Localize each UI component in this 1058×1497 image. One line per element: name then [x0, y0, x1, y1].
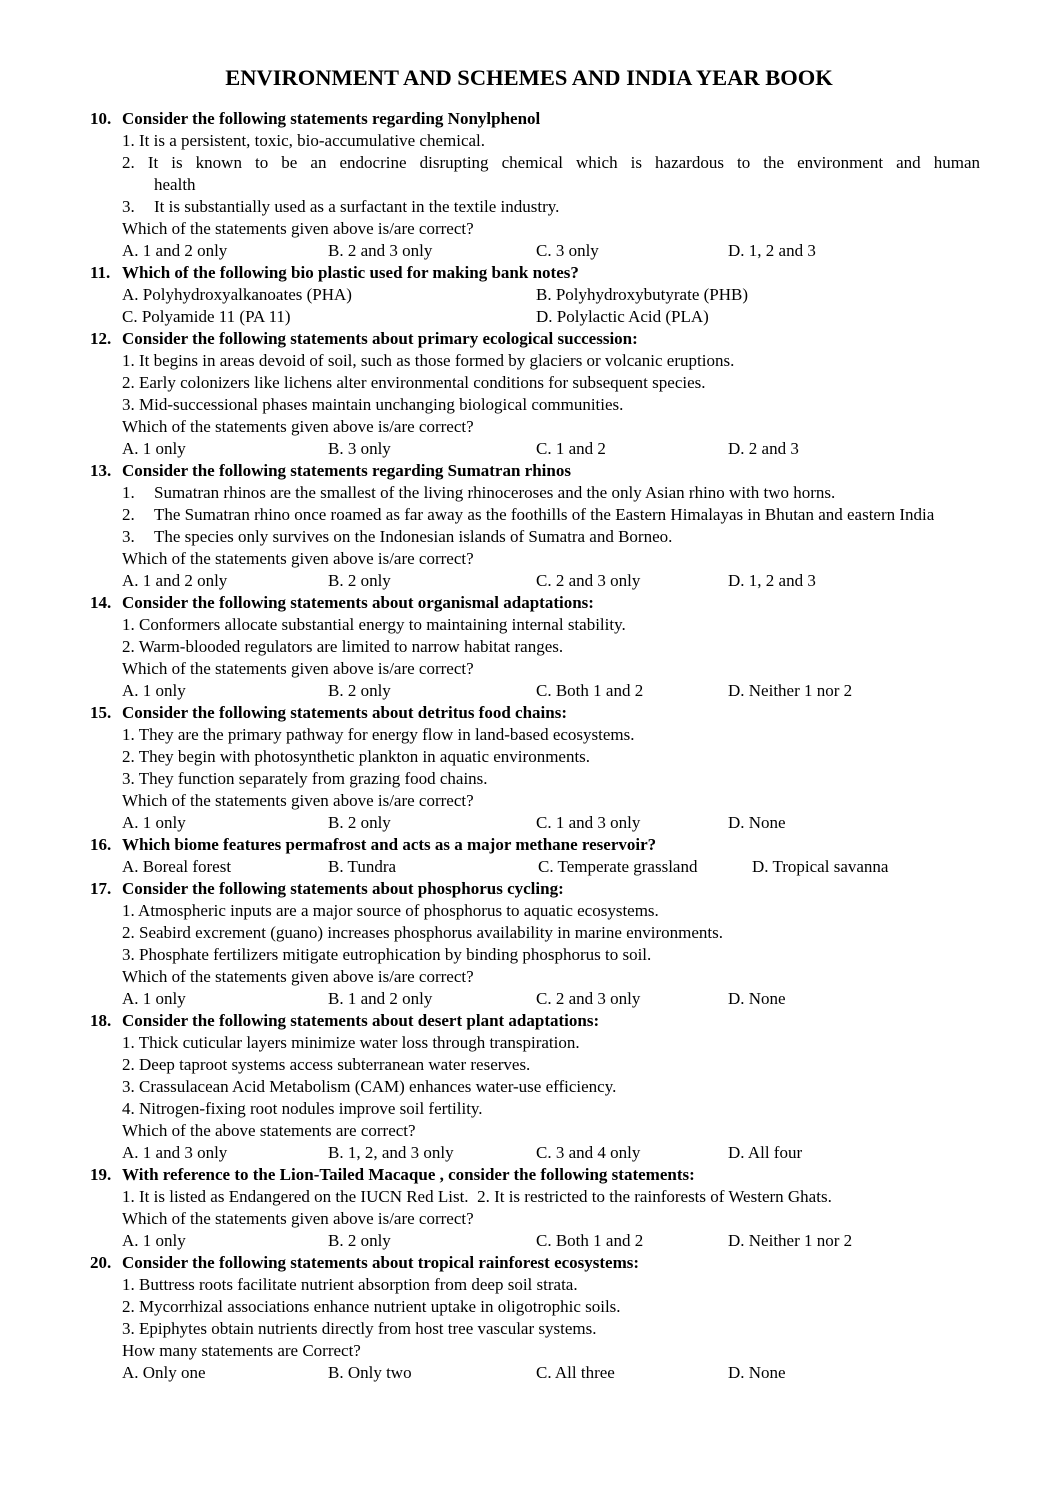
question-prompt: Which of the statements given above is/are correct? [122, 791, 474, 810]
question-number: 13. [90, 461, 112, 480]
option-c[interactable]: C. Both 1 and 2 [536, 681, 644, 700]
answer-options [90, 1362, 980, 1384]
question-prompt: Which of the statements given above is/are correct? [122, 659, 474, 678]
option-c[interactable]: C. 1 and 2 [536, 439, 606, 458]
statement-continuation: health [154, 175, 196, 194]
page-title: ENVIRONMENT AND SCHEMES AND INDIA YEAR BOOK [225, 65, 833, 90]
question-11 [90, 262, 980, 284]
answer-options [90, 570, 980, 592]
statement: 1. Atmospheric inputs are a major source of phosphorus to aquatic ecosystems. [122, 901, 659, 920]
question-list [90, 108, 980, 1384]
question-text: Consider the following statements about phosphorus cycling: [122, 879, 564, 898]
question-16 [90, 834, 980, 856]
option-d[interactable]: D. 2 and 3 [728, 439, 799, 458]
option-d[interactable]: D. 1, 2 and 3 [728, 241, 816, 260]
option-b[interactable]: B. 1 and 2 only [328, 989, 433, 1008]
question-number: 20. [90, 1253, 112, 1272]
question-20 [90, 1252, 980, 1274]
question-15 [90, 702, 980, 724]
option-d[interactable]: D. All four [728, 1143, 803, 1162]
question-text: Consider the following statements regarding Sumatran rhinos [122, 461, 571, 480]
question-text: Consider the following statements about primary ecological succession: [122, 329, 638, 348]
answer-options [90, 306, 980, 328]
answer-options [90, 856, 980, 878]
option-c[interactable]: C. 3 only [536, 241, 599, 260]
option-a[interactable]: A. 1 only [122, 681, 186, 700]
option-a[interactable]: A. 1 only [122, 439, 186, 458]
answer-options [90, 1142, 980, 1164]
option-c[interactable]: C. Temperate grassland [538, 857, 698, 876]
option-b[interactable]: B. Tundra [328, 857, 397, 876]
option-b[interactable]: B. 2 only [328, 813, 391, 832]
question-prompt: Which of the statements given above is/are correct? [122, 549, 474, 568]
option-d[interactable]: D. Neither 1 nor 2 [728, 681, 853, 700]
statement: 2. It is restricted to the rainforests of Western Ghats. [477, 1187, 832, 1206]
option-c[interactable]: C. 2 and 3 only [536, 989, 641, 1008]
question-number: 14. [90, 593, 112, 612]
option-a[interactable]: A. 1 and 2 only [122, 241, 228, 260]
question-number: 11. [90, 263, 111, 282]
option-d[interactable]: D. Neither 1 nor 2 [728, 1231, 853, 1250]
option-d[interactable]: D. None [728, 989, 786, 1008]
option-a[interactable]: A. 1 and 2 only [122, 571, 228, 590]
statement [90, 196, 980, 218]
statement [90, 482, 980, 504]
question-text: Consider the following statements about tropical rainforest ecosystems: [122, 1253, 640, 1272]
option-d[interactable]: D. None [728, 1363, 786, 1382]
statement: 2. Seabird excrement (guano) increases phosphorus availability in marine environments. [122, 923, 723, 942]
answer-options [90, 988, 980, 1010]
question-number: 19. [90, 1165, 112, 1184]
option-d[interactable]: D. 1, 2 and 3 [728, 571, 816, 590]
statement-number: 1. [122, 483, 135, 502]
option-a[interactable]: A. Only one [122, 1363, 206, 1382]
statement: 3. Epiphytes obtain nutrients directly from host tree vascular systems. [122, 1319, 597, 1338]
statement: 2. Early colonizers like lichens alter environmental conditions for subsequent species. [122, 373, 706, 392]
statement: 1. They are the primary pathway for energy flow in land-based ecosystems. [122, 725, 635, 744]
question-prompt: How many statements are Correct? [122, 1341, 361, 1360]
answer-options [90, 1230, 980, 1252]
statement-number: 3. [122, 197, 135, 216]
statement: 1. Thick cuticular layers minimize water loss through transpiration. [122, 1033, 580, 1052]
statement: 3. They function separately from grazing food chains. [122, 769, 488, 788]
statement: 2. It is known to be an endocrine disrupting chemical which is hazardous to the environment and human [122, 153, 980, 172]
statement: 1. Conformers allocate substantial energy to maintaining internal stability. [122, 615, 626, 634]
option-a[interactable]: A. Boreal forest [122, 857, 232, 876]
statement: 3. Mid-successional phases maintain unchanging biological communities. [122, 395, 624, 414]
question-number: 16. [90, 835, 112, 854]
option-d[interactable]: D. Tropical savanna [752, 857, 889, 876]
question-prompt: Which of the statements given above is/are correct? [122, 219, 474, 238]
question-number: 12. [90, 329, 112, 348]
statement [90, 526, 980, 548]
question-text: Consider the following statements regarding Nonylphenol [122, 109, 541, 128]
option-b[interactable]: B. Only two [328, 1363, 412, 1382]
question-13 [90, 460, 980, 482]
statement-text: The species only survives on the Indonesian islands of Sumatra and Borneo. [154, 527, 673, 546]
answer-options [90, 812, 980, 834]
option-b[interactable]: B. 2 only [328, 571, 391, 590]
answer-options [90, 240, 980, 262]
question-text: Consider the following statements about detritus food chains: [122, 703, 568, 722]
option-b[interactable]: B. 2 only [328, 681, 391, 700]
statement-text: It is substantially used as a surfactant in the textile industry. [154, 197, 560, 216]
statement [90, 504, 980, 526]
question-prompt: Which of the above statements are correct? [122, 1121, 416, 1140]
question-number: 15. [90, 703, 112, 722]
option-b[interactable]: B. 2 only [328, 1231, 391, 1250]
question-12 [90, 328, 980, 350]
statement: 1. It begins in areas devoid of soil, such as those formed by glaciers or volcanic eruptions. [122, 351, 735, 370]
option-d[interactable]: D. Polylactic Acid (PLA) [536, 307, 709, 326]
option-c[interactable]: C. All three [536, 1363, 615, 1382]
option-c[interactable]: C. 3 and 4 only [536, 1143, 641, 1162]
question-text: With reference to the Lion-Tailed Macaque , consider the following statements: [122, 1165, 695, 1184]
statement: 2. Warm-blooded regulators are limited to narrow habitat ranges. [122, 637, 564, 656]
statement: 4. Nitrogen-fixing root nodules improve soil fertility. [122, 1099, 483, 1118]
question-17 [90, 878, 980, 900]
statement: 2. They begin with photosynthetic plankton in aquatic environments. [122, 747, 591, 766]
statement-text: The Sumatran rhino once roamed as far away as the foothills of the Eastern Himalayas in Bhutan and eastern India [154, 505, 935, 524]
statement: 2. Deep taproot systems access subterranean water reserves. [122, 1055, 531, 1074]
statement: 3. Phosphate fertilizers mitigate eutrophication by binding phosphorus to soil. [122, 945, 652, 964]
statement: 1. It is a persistent, toxic, bio-accumulative chemical. [122, 131, 486, 150]
question-prompt: Which of the statements given above is/are correct? [122, 417, 474, 436]
option-c[interactable]: C. Both 1 and 2 [536, 1231, 644, 1250]
option-c[interactable]: C. 1 and 3 only [536, 813, 641, 832]
question-number: 18. [90, 1011, 112, 1030]
option-b[interactable]: B. 2 and 3 only [328, 241, 433, 260]
statement-number: 3. [122, 527, 135, 546]
statement: 1. It is listed as Endangered on the IUCN Red List. [122, 1187, 469, 1206]
option-c[interactable]: C. Polyamide 11 (PA 11) [122, 307, 291, 326]
statement: 3. Crassulacean Acid Metabolism (CAM) enhances water-use efficiency. [122, 1077, 617, 1096]
question-number: 10. [90, 109, 112, 128]
statement: 1. Buttress roots facilitate nutrient absorption from deep soil strata. [122, 1275, 578, 1294]
option-b[interactable]: B. 1, 2, and 3 only [328, 1143, 454, 1162]
option-a[interactable]: A. 1 only [122, 1231, 186, 1250]
statement-row [90, 1186, 980, 1208]
answer-options [90, 438, 980, 460]
question-number: 17. [90, 879, 112, 898]
question-text: Consider the following statements about organismal adaptations: [122, 593, 594, 612]
option-a[interactable]: A. Polyhydroxyalkanoates (PHA) [122, 285, 352, 304]
question-14 [90, 592, 980, 614]
statement-number: 2. [122, 505, 135, 524]
statement: 2. Mycorrhizal associations enhance nutrient uptake in oligotrophic soils. [122, 1297, 621, 1316]
question-18 [90, 1010, 980, 1032]
question-prompt: Which of the statements given above is/are correct? [122, 967, 474, 986]
question-text: Which of the following bio plastic used for making bank notes? [122, 263, 579, 282]
answer-options [90, 284, 980, 306]
option-a[interactable]: A. 1 only [122, 813, 186, 832]
question-text: Consider the following statements about desert plant adaptations: [122, 1011, 600, 1030]
option-a[interactable]: A. 1 and 3 only [122, 1143, 228, 1162]
option-b[interactable]: B. Polyhydroxybutyrate (PHB) [536, 285, 749, 304]
statement-text: Sumatran rhinos are the smallest of the living rhinoceroses and the only Asian rhino with two horns. [154, 483, 836, 502]
question-10 [90, 108, 980, 130]
option-d[interactable]: D. None [728, 813, 786, 832]
option-a[interactable]: A. 1 only [122, 989, 186, 1008]
option-b[interactable]: B. 3 only [328, 439, 391, 458]
answer-options [90, 680, 980, 702]
question-text: Which biome features permafrost and acts as a major methane reservoir? [122, 835, 657, 854]
question-prompt: Which of the statements given above is/are correct? [122, 1209, 474, 1228]
question-19 [90, 1164, 980, 1186]
option-c[interactable]: C. 2 and 3 only [536, 571, 641, 590]
